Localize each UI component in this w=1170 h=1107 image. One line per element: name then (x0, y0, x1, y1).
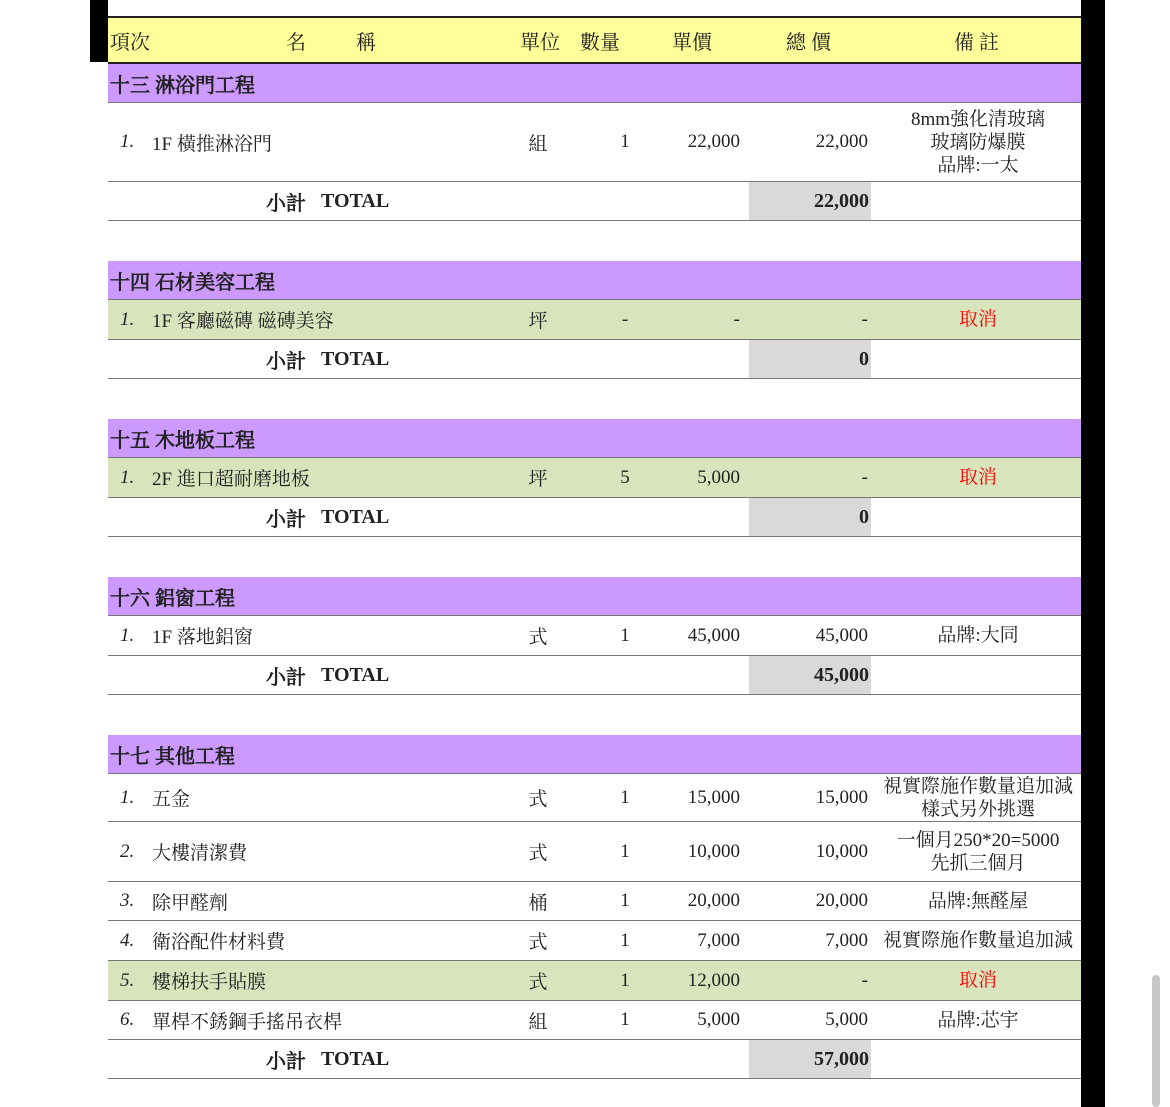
row-total: - (861, 466, 868, 488)
row-total: 7,000 (825, 929, 868, 951)
note-line: 取消 (958, 309, 997, 330)
section-title-row (108, 577, 1081, 616)
note-line: 取消 (958, 970, 997, 991)
row-total: 22,000 (815, 131, 868, 152)
subtotal-cn: 小計 (266, 350, 306, 373)
note-line: 先抓三個月 (930, 852, 1026, 874)
row-name: 大樓清潔費 (152, 843, 248, 864)
row-qty: 5 (620, 466, 630, 488)
note-line: 玻璃防爆膜 (930, 131, 1026, 153)
row-qty: 1 (620, 624, 630, 646)
subtotal-row (108, 656, 1081, 695)
row-index: 5. (120, 969, 135, 991)
section-title-row (108, 735, 1081, 774)
subtotal-value: 57,000 (814, 1047, 869, 1070)
row-unit: 式 (528, 843, 548, 864)
row-name: 2F 進口超耐磨地板 (152, 469, 310, 490)
row-price: 22,000 (687, 131, 740, 152)
table-row (108, 822, 1081, 882)
row-note (878, 961, 1078, 1000)
row-total: - (861, 308, 868, 330)
row-unit: 組 (528, 133, 548, 155)
row-unit: 桶 (528, 892, 548, 914)
row-qty: 1 (620, 969, 630, 991)
row-name: 1F 落地鋁窗 (152, 627, 253, 648)
note-line: 取消 (958, 467, 997, 488)
note-line: 8mm強化清玻璃 (910, 108, 1046, 130)
row-qty: 1 (620, 840, 630, 862)
row-note (878, 616, 1078, 655)
header-idx: 項次 (110, 31, 150, 54)
row-price: 15,000 (687, 786, 740, 808)
row-total: 15,000 (815, 786, 868, 808)
header-name-1: 名 (286, 31, 306, 54)
row-name: 除甲醛劑 (152, 892, 229, 914)
section-title: 十五 木地板工程 (110, 429, 255, 452)
note-line: 品牌:一太 (937, 154, 1019, 176)
table-row (108, 921, 1081, 961)
table-row (108, 103, 1081, 182)
subtotal-en: TOTAL (321, 1047, 390, 1070)
row-price: - (733, 308, 740, 330)
row-total: 20,000 (815, 890, 868, 911)
table-header (108, 16, 1081, 64)
subtotal-value: 45,000 (814, 663, 869, 686)
row-total: 10,000 (815, 840, 868, 862)
row-name: 1F 橫推淋浴門 (152, 133, 272, 155)
subtotal-label (266, 340, 389, 378)
row-price: 10,000 (687, 840, 740, 862)
section-title: 十七 其他工程 (110, 745, 235, 768)
row-unit: 式 (528, 972, 548, 993)
subtotal-row (108, 1040, 1081, 1079)
row-qty: 1 (620, 131, 630, 152)
row-total: - (861, 969, 868, 991)
table-row (108, 458, 1081, 498)
row-note (878, 300, 1078, 339)
row-note (878, 921, 1078, 960)
section-title-row (108, 419, 1081, 458)
header-qty: 數量 (580, 31, 620, 54)
header-name-2: 稱 (356, 31, 376, 54)
row-price: 20,000 (687, 890, 740, 911)
table-row (108, 882, 1081, 921)
row-note (878, 822, 1078, 881)
note-line: 樣式另外挑選 (920, 798, 1035, 820)
frame-bar-left (90, 0, 108, 62)
row-index: 1. (120, 624, 135, 646)
row-name: 1F 客廳磁磚 磁磚美容 (152, 311, 334, 332)
row-index: 1. (120, 466, 135, 488)
table-row (108, 1001, 1081, 1040)
header-note: 備 註 (954, 31, 999, 54)
row-price: 5,000 (697, 466, 740, 488)
row-note (878, 103, 1078, 181)
row-name: 樓梯扶手貼膜 (152, 972, 267, 993)
row-price: 5,000 (697, 1009, 740, 1030)
row-total: 45,000 (815, 624, 868, 646)
subtotal-en: TOTAL (321, 189, 390, 212)
row-note (878, 1001, 1078, 1039)
subtotal-value: 22,000 (814, 189, 869, 212)
row-price: 45,000 (687, 624, 740, 646)
row-index: 1. (120, 786, 135, 808)
row-unit: 式 (528, 932, 548, 953)
row-qty: 1 (620, 786, 630, 808)
subtotal-row (108, 340, 1081, 379)
subtotal-row (108, 498, 1081, 537)
row-name: 衛浴配件材料費 (152, 932, 286, 953)
note-line: 品牌:大同 (937, 625, 1019, 646)
section-title: 十三 淋浴門工程 (110, 74, 255, 97)
subtotal-label (266, 498, 389, 536)
subtotal-value: 0 (859, 505, 869, 528)
table-row (108, 774, 1081, 822)
subtotal-cn: 小計 (266, 508, 306, 531)
row-index: 6. (120, 1009, 135, 1030)
subtotal-value: 0 (859, 347, 869, 370)
subtotal-en: TOTAL (321, 347, 390, 370)
row-note (878, 458, 1078, 497)
section-title-row (108, 261, 1081, 300)
row-note (878, 774, 1078, 821)
note-line: 一個月250*20=5000 (896, 829, 1060, 851)
scrollbar-thumb[interactable] (1152, 975, 1160, 1107)
subtotal-label (266, 656, 389, 694)
row-price: 12,000 (687, 969, 740, 991)
row-total: 5,000 (825, 1009, 868, 1030)
row-unit: 式 (528, 627, 548, 648)
table-row (108, 300, 1081, 340)
table-row (108, 616, 1081, 656)
row-index: 4. (120, 929, 135, 951)
row-index: 2. (120, 840, 135, 862)
row-qty: 1 (620, 1009, 630, 1030)
subtotal-label (266, 182, 389, 220)
table-row (108, 961, 1081, 1001)
section-title-row (108, 64, 1081, 103)
row-qty: 1 (620, 890, 630, 911)
section-title: 十四 石材美容工程 (110, 271, 275, 294)
frame-bar-right (1081, 0, 1105, 1107)
subtotal-en: TOTAL (321, 663, 390, 686)
row-unit: 坪 (528, 311, 548, 332)
row-qty: - (621, 308, 629, 330)
row-unit: 坪 (528, 469, 548, 490)
header-price: 單價 (672, 31, 712, 54)
row-unit: 式 (528, 789, 548, 810)
section-title: 十六 鋁窗工程 (110, 587, 235, 610)
subtotal-en: TOTAL (321, 505, 390, 528)
row-price: 7,000 (697, 929, 740, 951)
subtotal-label (266, 1040, 389, 1078)
subtotal-cn: 小計 (266, 666, 306, 689)
subtotal-cn: 小計 (266, 1050, 306, 1073)
row-note (878, 882, 1078, 920)
note-line: 視實際施作數量追加減 (882, 775, 1073, 797)
row-name: 單桿不銹鋼手搖吊衣桿 (152, 1011, 343, 1033)
row-name: 五金 (152, 789, 191, 810)
subtotal-cn: 小計 (266, 192, 306, 215)
row-unit: 組 (528, 1011, 548, 1033)
subtotal-row (108, 182, 1081, 221)
row-qty: 1 (620, 929, 630, 951)
note-line: 品牌:無醛屋 (927, 890, 1029, 912)
row-index: 1. (120, 308, 135, 330)
note-line: 品牌:芯宇 (937, 1009, 1019, 1031)
note-line: 視實際施作數量追加減 (882, 930, 1073, 951)
row-index: 1. (120, 131, 135, 152)
row-index: 3. (120, 890, 135, 911)
header-unit: 單位 (520, 31, 560, 54)
header-total: 總 價 (786, 31, 831, 54)
